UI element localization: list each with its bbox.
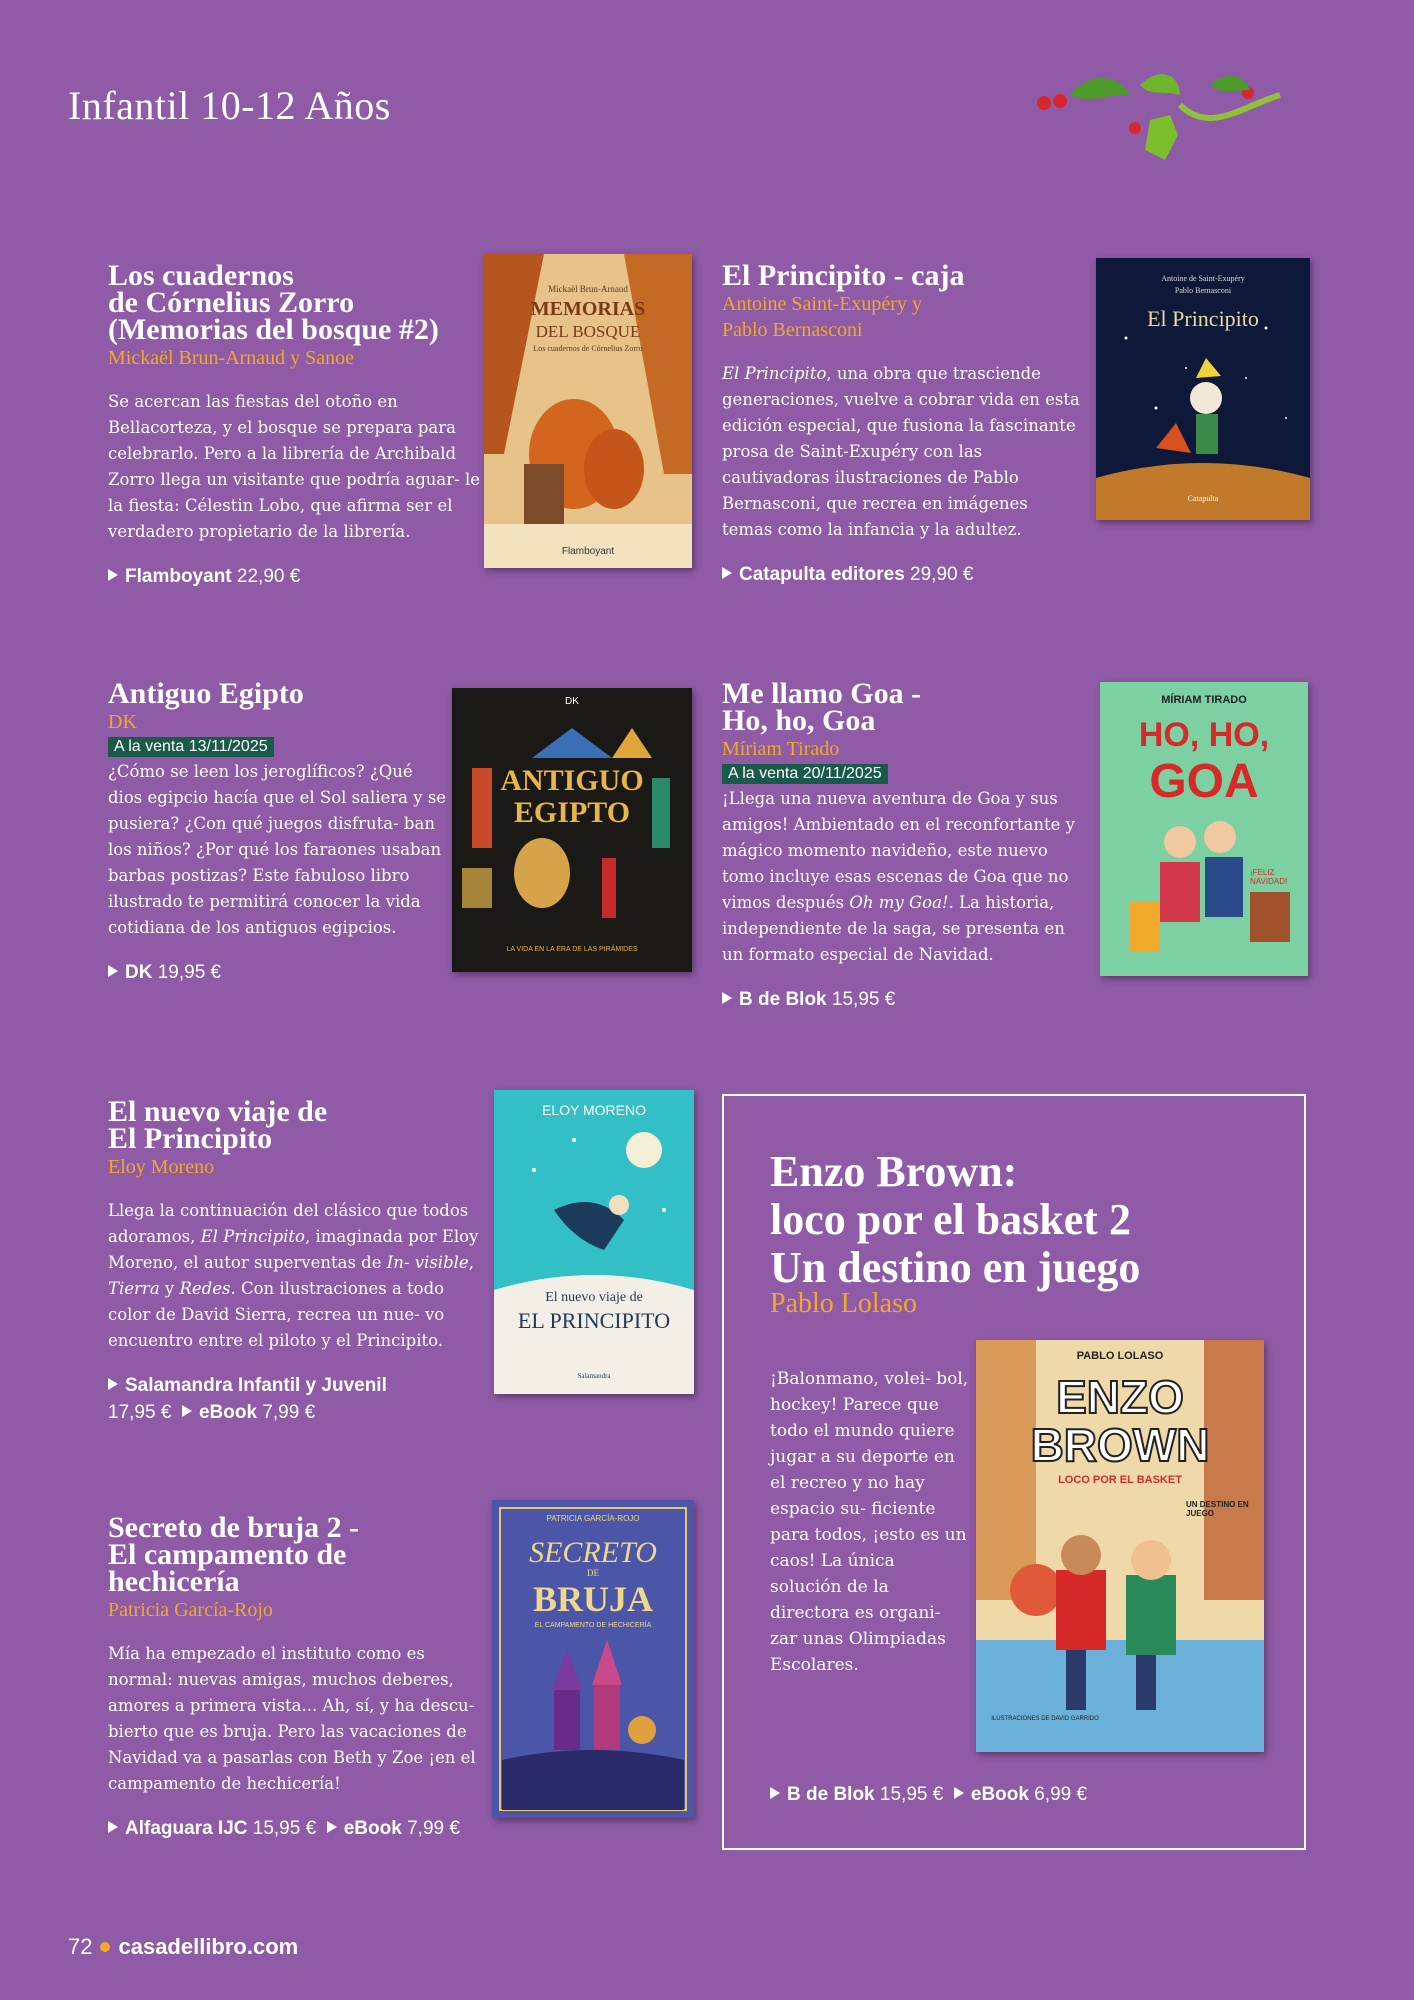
featured-title: Enzo Brown: loco por el basket 2 Un destino en juego <box>770 1147 1141 1292</box>
arrow-icon <box>108 1378 118 1390</box>
featured-description: ¡Balonmano, volei- bol, hockey! Parece que todo el mundo quiere jugar a su deporte en el recreo y no hay espacio su- ficiente para todos, ¡esto es un caos! La única solución de la directora es organi- zar unas Olimpiadas Escolares. <box>770 1369 969 1675</box>
book-author: Mickaël Brun-Arnaud y Sanoe <box>108 347 355 369</box>
arrow-icon <box>108 1821 118 1833</box>
ebook-link[interactable]: eBook <box>343 1818 402 1839</box>
book-nuevo-viaje-principito <box>108 1095 480 1426</box>
book-description: Llega la continuación del clásico que todos adoramos, El Principito, imaginada por Eloy Moreno, el autor superventas de In- visible, Tierra y Redes. Con ilustraciones a todo color de David Sierra, recrea un nue- vo encuentro entre el piloto y el Principito. <box>108 1201 479 1350</box>
publisher-link[interactable]: Alfaguara IJC <box>125 1818 248 1839</box>
publisher-link[interactable]: DK <box>125 962 153 983</box>
book-author: Eloy Moreno <box>108 1156 215 1178</box>
bullet-dot <box>100 1942 110 1952</box>
arrow-icon <box>108 965 118 977</box>
cover-illustration <box>452 688 692 972</box>
book-cover-enzo-brown[interactable]: PABLO LOLASO ENZO BROWN LOCO POR EL BASKET UN DESTINO EN JUEGO ILUSTRACIONES DE DAVID GARRIDO <box>976 1340 1264 1752</box>
arrow-icon <box>327 1821 337 1833</box>
featured-price-line: B de Blok 15,95 € eBook 6,99 € <box>770 1784 1087 1806</box>
publisher-link[interactable]: Salamandra Infantil y Juvenil <box>125 1375 387 1396</box>
book-cover-secreto-bruja[interactable]: PATRICIA GARCÍA-ROJO SECRETO DE BRUJA EL CAMPAMENTO DE HECHICERÍA <box>492 1500 694 1818</box>
book-description: El Principito, una obra que trasciende generaciones, vuelve a cobrar vida en esta edición especial, que fusiona la fascinante prosa de Saint-Exupéry con las cautivadoras ilustraciones de Pablo Bernasconi, que recrea en imágenes temas como la infancia y la adultez. <box>722 364 1080 539</box>
arrow-icon <box>954 1787 964 1799</box>
publisher-link[interactable]: B de Blok <box>787 1784 875 1805</box>
cover-illustration <box>1096 258 1310 520</box>
sale-date-badge: A la venta 13/11/2025 <box>108 737 274 757</box>
book-price-line: Alfaguara IJC 15,95 € eBook 7,99 € <box>108 1815 480 1842</box>
book-description: Se acercan las fiestas del otoño en Bellacorteza, y el bosque se prepara para celebrarlo. Pero a la librería de Archibald Zorro llega un visitante que podría aguar- le la fiesta: Célestin Lobo, que afirma ser el verdadero propietario de la librería. <box>108 392 481 541</box>
book-author: DK <box>108 711 137 733</box>
book-description: Mía ha empezado el instituto como es normal: nuevas amigas, muchos deberes, amores a primera vista... Ah, sí, y ha descu- bierto que es bruja. Pero las vacaciones de Navidad va a pasarlas con Beth y Zoe ¡en el campamento de hechicería! <box>108 1644 476 1793</box>
arrow-icon <box>108 569 118 581</box>
book-me-llamo-goa <box>722 677 1078 1013</box>
book-price-line: B de Blok 15,95 € <box>722 986 1078 1013</box>
cover-illustration <box>494 1090 694 1394</box>
book-title: Los cuadernos de Córnelius Zorro (Memorias del bosque #2) <box>108 259 439 346</box>
book-description: ¡Llega una nueva aventura de Goa y sus amigos! Ambientado en el reconfortante y mágico momento navideño, este nuevo tomo incluye esas escenas de Goa que no vimos después Oh my Goa!. La historia, independiente de la saga, se presenta en un formato especial de Navidad. <box>722 789 1075 964</box>
featured-book-enzo-brown <box>722 1094 1306 1850</box>
site-link[interactable]: casadellibro.com <box>118 1934 299 1959</box>
book-title: El Principito - caja <box>722 259 965 292</box>
book-cover-nuevo-viaje[interactable]: ELOY MORENO El nuevo viaje de EL PRINCIPITO Salamandra <box>494 1090 694 1394</box>
publisher-link[interactable]: B de Blok <box>739 989 827 1010</box>
arrow-icon <box>722 992 732 1004</box>
book-description: ¿Cómo se leen los jeroglíficos? ¿Qué dios egipcio hacía que el Sol saliera y se pusiera? ¿Con qué juegos disfruta- ban los niños? ¿Por qué los faraones usaban barbas postizas? Este fabuloso libro ilustrado te permitirá conocer la vida cotidiana de los antiguos egipcios. <box>108 762 447 937</box>
page-number: 72 <box>68 1934 93 1959</box>
arrow-icon <box>182 1405 192 1417</box>
publisher-link[interactable]: Catapulta editores <box>739 564 905 585</box>
book-price-line: Salamandra Infantil y Juvenil 17,95 € eBook 7,99 € <box>108 1375 387 1423</box>
book-cover-principito[interactable]: Antoine de Saint-Exupéry Pablo Bernasconi El Principito Catapulta <box>1096 258 1310 520</box>
book-cover-antiguo-egipto[interactable]: DK ANTIGUO EGIPTO LA VIDA EN LA ERA DE LAS PIRÁMIDES <box>452 688 692 972</box>
book-el-principito-caja <box>722 259 1082 588</box>
publisher-link[interactable]: Flamboyant <box>125 566 232 587</box>
ebook-link[interactable]: eBook <box>970 1784 1029 1805</box>
book-author: Patricia García-Rojo <box>108 1599 273 1621</box>
book-title: El nuevo viaje de El Principito <box>108 1095 328 1155</box>
page-footer <box>68 1934 298 1960</box>
book-author: Míriam Tirado <box>722 738 840 760</box>
book-secreto-de-bruja <box>108 1511 480 1842</box>
section-title: Infantil 10-12 Años <box>68 83 391 128</box>
holly-decoration <box>1030 65 1300 185</box>
arrow-icon <box>722 567 732 579</box>
book-cover-goa[interactable]: MÍRIAM TIRADO HO, HO, GOA ¡FELIZ NAVIDAD! <box>1100 682 1308 976</box>
book-title: Me llamo Goa - Ho, ho, Goa <box>722 677 922 737</box>
book-title: Antiguo Egipto <box>108 677 304 710</box>
book-price-line: DK 19,95 € <box>108 959 448 986</box>
sale-date-badge: A la venta 20/11/2025 <box>722 764 888 784</box>
book-cover-cornelius[interactable]: Mickaël Brun-Arnaud MEMORIAS DEL BOSQUE Los cuadernos de Córnelius Zorro Flamboyant <box>484 254 692 568</box>
book-price-line: Catapulta editores 29,90 € <box>722 561 1082 588</box>
book-price-line: Flamboyant 22,90 € <box>108 563 480 590</box>
ebook-link[interactable]: eBook <box>198 1402 258 1423</box>
book-title: Secreto de bruja 2 - El campamento de hechicería <box>108 1511 360 1598</box>
arrow-icon <box>770 1787 780 1799</box>
book-author: Antoine Saint-Exupéry y Pablo Bernasconi <box>722 293 922 341</box>
featured-author: Pablo Lolaso <box>770 1288 917 1319</box>
book-antiguo-egipto <box>108 677 448 986</box>
book-cornelius-zorro <box>108 259 481 590</box>
